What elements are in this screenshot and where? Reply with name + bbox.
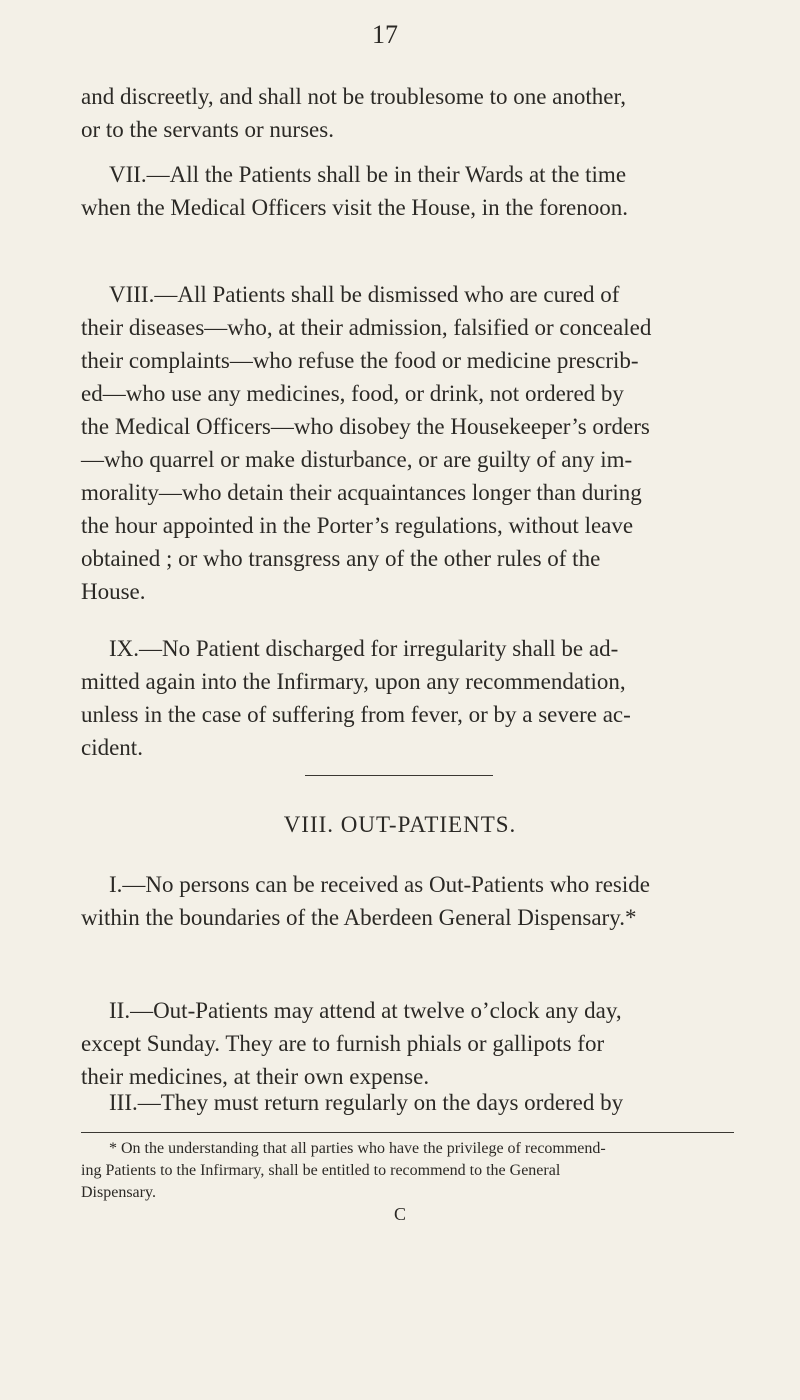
continuation-paragraph [81, 80, 734, 146]
signature-mark: C [393, 1204, 406, 1224]
text-line: I.—No persons can be received as Out-Patients who reside [109, 872, 650, 897]
text-line: their complaints—who refuse the food or medicine prescrib- [81, 348, 639, 373]
outpatient-rule-iii [81, 1086, 734, 1119]
outpatient-rule-ii [81, 994, 734, 1093]
text-line: House. [81, 579, 146, 604]
text-line: cident. [81, 735, 143, 760]
footnote [81, 1138, 734, 1204]
outpatient-rule-i [81, 868, 734, 934]
text-line: VII.—All the Patients shall be in their Wards at the time [109, 162, 627, 187]
rule-vii [81, 158, 734, 224]
footnote-line: ing Patients to the Infirmary, shall be entitled to recommend to the General [81, 1162, 561, 1179]
text-line: and discreetly, and shall not be troublesome to one another, [81, 84, 626, 109]
section-heading: VIII. OUT-PATIENTS. [283, 812, 517, 837]
text-line: when the Medical Officers visit the House, in the forenoon. [81, 195, 628, 220]
text-line: mitted again into the Infirmary, upon any recommendation, [81, 669, 626, 694]
text-line: obtained ; or who transgress any of the other rules of the [81, 546, 601, 571]
footnote-divider [81, 1132, 734, 1133]
text-line: their diseases—who, at their admission, falsified or concealed [81, 315, 652, 340]
footnote-line: Dispensary. [81, 1184, 156, 1201]
rule-ix [81, 632, 734, 764]
text-line: or to the servants or nurses. [81, 117, 334, 142]
text-line: morality—who detain their acquaintances longer than during [81, 480, 642, 505]
footnote-line: * On the understanding that all parties who have the privilege of recommend- [109, 1140, 606, 1157]
text-line: III.—They must return regularly on the days ordered by [109, 1090, 624, 1115]
text-line: IX.—No Patient discharged for irregularity shall be ad- [109, 636, 619, 661]
text-line: —who quarrel or make disturbance, or are guilty of any im- [81, 447, 633, 472]
text-line: II.—Out-Patients may attend at twelve o’clock any day, [109, 998, 622, 1023]
rule-viii [81, 278, 734, 608]
text-line: ed—who use any medicines, food, or drink, not ordered by [81, 381, 624, 406]
text-line: their medicines, at their own expense. [81, 1064, 430, 1089]
text-line: the hour appointed in the Porter’s regulations, without leave [81, 513, 634, 538]
text-line: unless in the case of suffering from fever, or by a severe ac- [81, 702, 631, 727]
text-line: VIII.—All Patients shall be dismissed who are cured of [109, 282, 620, 307]
text-line: the Medical Officers—who disobey the Housekeeper’s orders [81, 414, 650, 439]
text-line: except Sunday. They are to furnish phials or gallipots for [81, 1031, 605, 1056]
page-number: 17 [372, 20, 398, 49]
text-line: within the boundaries of the Aberdeen General Dispensary.* [81, 905, 637, 930]
section-divider [305, 775, 493, 776]
